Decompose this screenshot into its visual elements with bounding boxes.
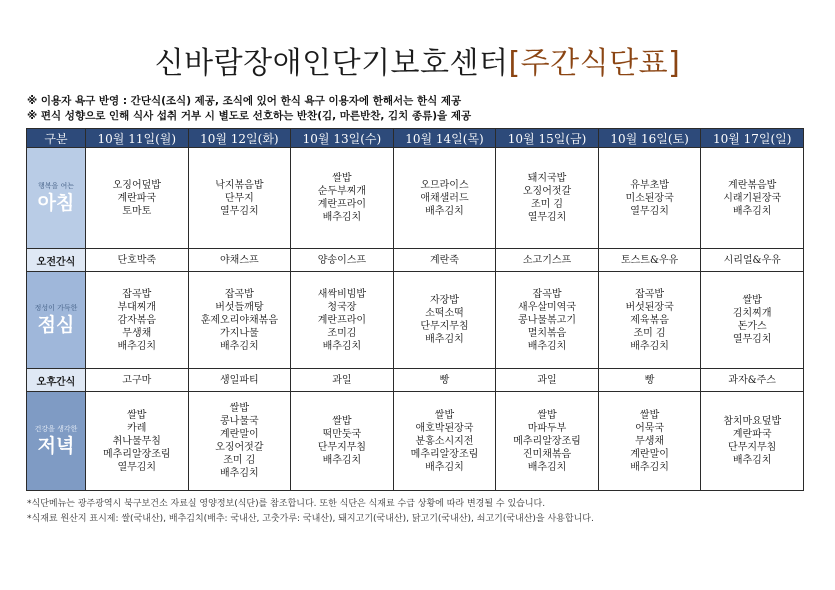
menu-item: 계란말이: [630, 448, 669, 460]
snack_pm-day-cell: 고구마: [86, 369, 189, 392]
lunch-day-cell: [393, 272, 496, 369]
breakfast-day-cell: [188, 148, 291, 249]
menu-item: 제육볶음: [630, 314, 669, 326]
afternoon-snack-row: [27, 369, 804, 392]
menu-item: 콩나물국: [220, 416, 259, 427]
page-title: [0, 44, 835, 84]
menu-item: 애호박된장국: [415, 422, 474, 434]
menu-item: 감자볶음: [117, 314, 157, 326]
day-header: 10월 16일(토): [598, 129, 701, 148]
menu-item: 자장밥: [429, 295, 459, 306]
menu-item: 배추김치: [220, 468, 259, 479]
header-row: [27, 129, 804, 148]
menu-item: 쌀밥: [229, 403, 249, 414]
snack_am-day-cell: 야채스프: [188, 249, 291, 272]
day-header: 10월 17일(일): [701, 129, 804, 148]
dinner-title: 저녁: [37, 434, 75, 457]
breakfast-title: 아침: [37, 191, 75, 214]
menu-item: 낙지볶음밥: [215, 179, 264, 191]
lunch-tagline: 정성이 가득한: [34, 303, 78, 312]
menu-item: 오징어덮밥: [112, 179, 161, 191]
snack_am-day-cell: 시리얼&우유: [701, 249, 804, 272]
snack_am-day-cell: 토스트&우유: [598, 249, 701, 272]
menu-item: 열무김치: [527, 212, 567, 223]
menu-item: 취나물무침: [112, 435, 161, 447]
lunch-day-cell: [86, 272, 189, 369]
menu-item: 쌀밥: [332, 416, 352, 427]
menu-item: 쌀밥: [537, 409, 557, 421]
afternoon-snack-label: 오후간식: [27, 369, 86, 392]
menu-item: 잡곡밥: [532, 288, 562, 300]
menu-item: 배추김치: [322, 455, 362, 466]
menu-item: 조미 김: [530, 199, 564, 210]
dinner-row: [27, 392, 804, 491]
menu-item: 배추김치: [425, 334, 464, 345]
lunch-day-cell: [496, 272, 599, 369]
menu-item: 계란프라이: [317, 199, 367, 210]
dinner-day-cell: [701, 392, 804, 491]
weekly-menu-table: [26, 128, 804, 491]
morning-snack-label: 오전간식: [27, 249, 86, 272]
menu-item: 돼지국밥: [527, 173, 567, 184]
menu-item: 콩나물볶고기: [518, 314, 577, 326]
note-line: ※ 편식 성향으로 인해 식사 섭취 거부 시 별도로 선호하는 반찬(김, 마른반찬, 김치 종류)을 제공: [27, 110, 472, 122]
menu-item: 배추김치: [630, 340, 669, 352]
day-header: 10월 13일(수): [291, 129, 394, 148]
menu-item: 조미김: [327, 327, 357, 339]
menu-item: 열무김치: [732, 334, 772, 345]
menu-item: 훈제오리야채볶음: [200, 314, 278, 326]
menu-item: 미소된장국: [625, 192, 674, 204]
day-header: 10월 15일(금): [496, 129, 599, 148]
snack_pm-day-cell: 과일: [496, 369, 599, 392]
menu-item: 단무지: [224, 192, 254, 204]
lunch-day-cell: [188, 272, 291, 369]
menu-item: 계란말이: [220, 429, 259, 440]
menu-item: 버섯들깨탕: [215, 301, 264, 313]
menu-item: 계란볶음밥: [728, 179, 777, 191]
menu-item: 쌀밥: [742, 295, 762, 306]
breakfast-label: [27, 148, 86, 249]
menu-item: 열무김치: [117, 461, 157, 473]
menu-item: 무생채: [122, 327, 152, 339]
menu-item: 단무지무침: [420, 321, 469, 332]
center-name: 신바람장애인단기보호센터: [154, 46, 509, 81]
snack_pm-day-cell: 생일파티: [188, 369, 291, 392]
dinner-day-cell: [188, 392, 291, 491]
dinner-day-cell: [86, 392, 189, 491]
dinner-day-cell: [291, 392, 394, 491]
menu-item: 메추리알장조림: [410, 448, 479, 460]
dinner-tagline: 건강을 생각한: [34, 424, 78, 433]
menu-item: 잡곡밥: [122, 288, 152, 300]
menu-item: 시래기된장국: [723, 192, 782, 204]
menu-item: 오징어젓갈: [522, 186, 572, 197]
menu-item: 메추리알장조림: [513, 435, 581, 447]
menu-item: 마파두부: [527, 422, 567, 434]
dinner-label: [27, 392, 86, 491]
menu-item: 진미채볶음: [522, 448, 572, 460]
lunch-label: [27, 272, 86, 369]
menu-item: 새우살미역국: [518, 301, 577, 313]
menu-item: 어묵국: [635, 422, 665, 434]
menu-item: 배추김치: [732, 455, 772, 466]
menu-item: 소떡소떡: [425, 308, 464, 319]
document-type: [주간식단표]: [508, 46, 681, 81]
day-header: 10월 12일(화): [188, 129, 291, 148]
menu-item: 배추김치: [732, 205, 772, 217]
lunch-day-cell: [598, 272, 701, 369]
breakfast-day-cell: [598, 148, 701, 249]
menu-item: 참치마요덮밥: [723, 416, 782, 427]
menu-item: 쌀밥: [332, 173, 352, 184]
menu-item: 조미 김: [223, 455, 256, 466]
breakfast-tagline: 행복을 여는: [37, 181, 75, 190]
lunch-day-cell: [291, 272, 394, 369]
menu-item: 배추김치: [527, 340, 567, 352]
menu-item: 분홍소시지전: [415, 435, 474, 447]
menu-item: 쌀밥: [434, 409, 455, 421]
menu-item: 카레: [127, 422, 147, 434]
breakfast-day-cell: [86, 148, 189, 249]
snack_pm-day-cell: 과일: [291, 369, 394, 392]
snack_pm-day-cell: 과자&주스: [701, 369, 804, 392]
menu-item: 조미 김: [633, 327, 666, 339]
day-header: 10월 14일(목): [393, 129, 496, 148]
dinner-day-cell: [496, 392, 599, 491]
menu-item: 잡곡밥: [224, 288, 254, 300]
breakfast-row: [27, 148, 804, 249]
menu-item: 단무지무침: [317, 442, 367, 453]
breakfast-day-cell: [701, 148, 804, 249]
menu-item: 순두부찌개: [317, 186, 367, 197]
breakfast-day-cell: [393, 148, 496, 249]
breakfast-day-cell: [291, 148, 394, 249]
lunch-row: [27, 272, 804, 369]
snack_pm-day-cell: 빵: [598, 369, 701, 392]
snack_am-day-cell: 계란죽: [393, 249, 496, 272]
menu-item: 배추김치: [630, 461, 669, 473]
menu-item: 배추김치: [220, 340, 259, 352]
menu-item: 잡곡밥: [635, 288, 665, 300]
menu-item: 버섯된장국: [625, 301, 674, 313]
snack_pm-day-cell: 빵: [393, 369, 496, 392]
footer-notes: [27, 497, 594, 527]
menu-item: 토마토: [122, 205, 152, 217]
lunch-day-cell: [701, 272, 804, 369]
menu-item: 배추김치: [117, 340, 157, 352]
snack_am-day-cell: 소고기스프: [496, 249, 599, 272]
menu-item: 부대찌개: [117, 301, 157, 313]
menu-item: 멸치볶음: [527, 327, 567, 339]
dinner-day-cell: [393, 392, 496, 491]
menu-item: 배추김치: [322, 212, 362, 223]
menu-item: 단무지무침: [728, 442, 777, 453]
menu-item: 배추김치: [322, 340, 362, 352]
menu-item: 청국장: [327, 301, 357, 313]
note-line: ※ 이용자 욕구 반영 : 간단식(조식) 제공, 조식에 있어 한식 욕구 이용자에 한해서는 한식 제공: [27, 95, 462, 107]
menu-item: 계란프라이: [317, 314, 367, 326]
menu-item: 계란파국: [732, 429, 772, 440]
snack_am-day-cell: 단호박죽: [86, 249, 189, 272]
menu-item: 배추김치: [527, 461, 567, 473]
header-corner: 구분: [27, 129, 86, 148]
menu-item: 가지나물: [220, 327, 259, 339]
menu-item: 유부초밥: [630, 179, 669, 191]
menu-item: 떡만둣국: [322, 429, 362, 440]
menu-item: 김치찌개: [732, 308, 772, 319]
footer-line: *식단메뉴는 광주광역시 북구보건소 자료실 영양정보(식단)를 참조합니다. 또한 식단은 식재료 수급 상황에 따라 변경될 수 있습니다.: [27, 499, 546, 509]
morning-snack-row: [27, 249, 804, 272]
menu-item: 계란파국: [117, 192, 157, 204]
menu-item: 쌀밥: [639, 409, 660, 421]
menu-item: 오므라이스: [420, 179, 469, 191]
menu-item: 무생채: [635, 435, 665, 447]
lunch-title: 점심: [37, 313, 75, 336]
footer-line: *식재료 원산지 표시제: 쌀(국내산), 배추김치(배추: 국내산, 고춧가루: 국내산), 돼지고기(국내산), 닭고기(국내산), 쇠고기(국내산)을 사용합니다.: [27, 514, 594, 524]
menu-item: 배추김치: [425, 461, 464, 473]
menu-item: 열무김치: [630, 205, 669, 217]
menu-item: 메추리알장조림: [102, 448, 171, 460]
menu-item: 열무김치: [220, 205, 259, 217]
menu-item: 오징어젓갈: [215, 442, 264, 453]
dinner-day-cell: [598, 392, 701, 491]
menu-item: 배추김치: [425, 205, 464, 217]
menu-item: 쌀밥: [127, 409, 147, 421]
menu-item: 새싹비빔밥: [317, 288, 367, 300]
notes: [27, 94, 471, 124]
breakfast-day-cell: [496, 148, 599, 249]
menu-item: 애채샐러드: [420, 192, 469, 204]
menu-item: 돈가스: [737, 321, 767, 332]
day-header: 10월 11일(월): [86, 129, 189, 148]
snack_am-day-cell: 양송이스프: [291, 249, 394, 272]
